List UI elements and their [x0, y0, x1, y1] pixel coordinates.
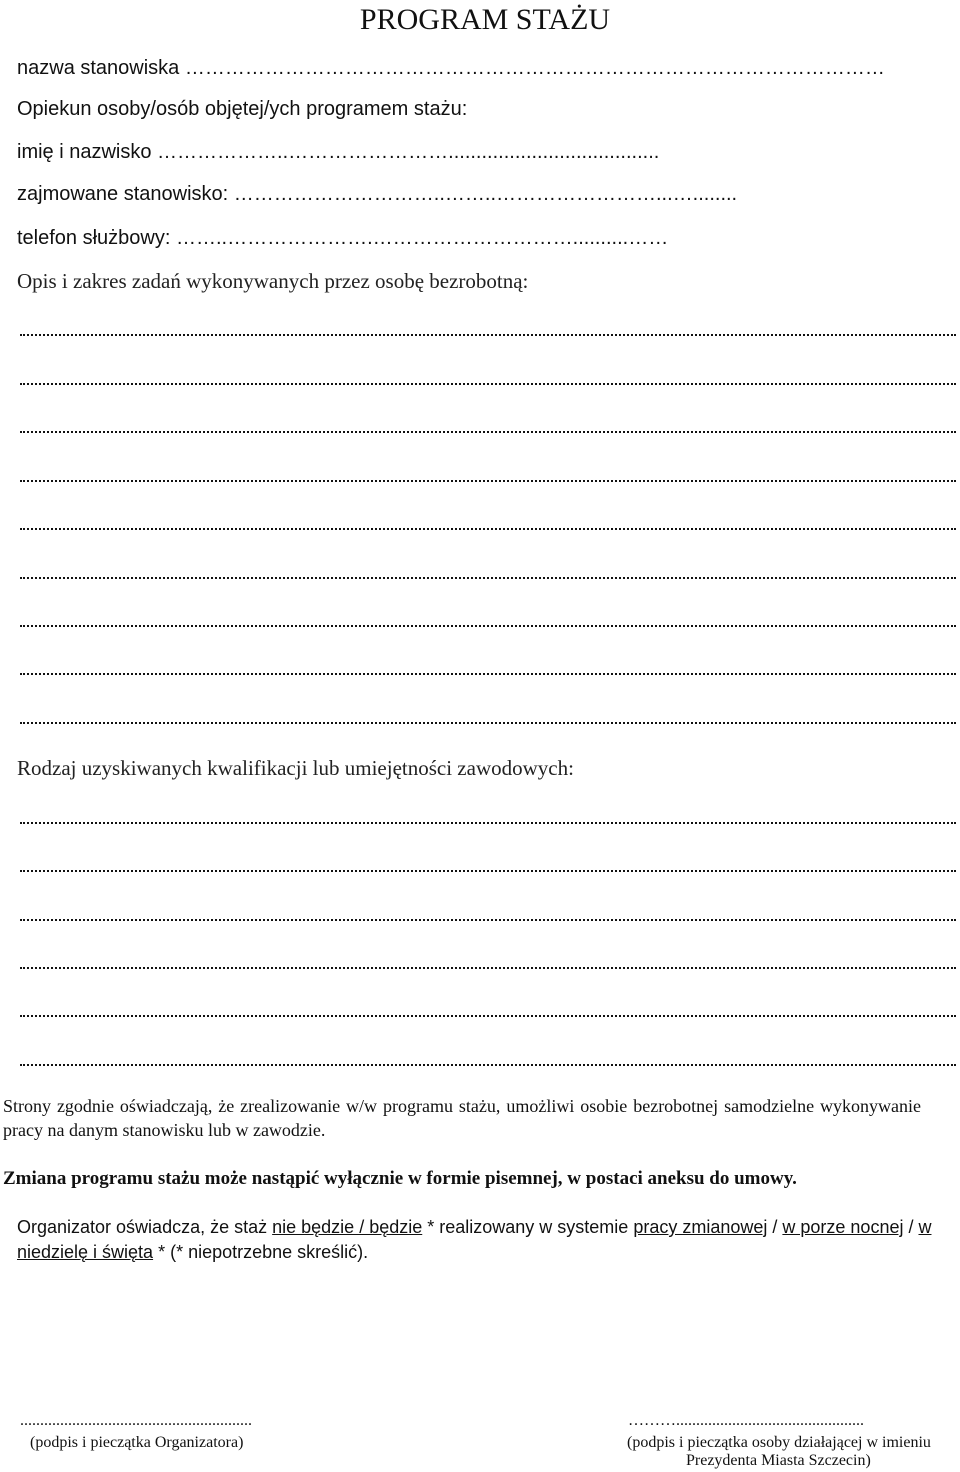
organizer-text: Organizator oświadcza, że staż [17, 1217, 273, 1237]
mayor-signature-dots: ………............................................... [628, 1412, 864, 1429]
amendment-note: Zmiana programu stażu może nastąpić wyłącznie w formie pisemnej, w postaci aneksu do umowy. [3, 1168, 797, 1189]
page-title: PROGRAM STAŻU [359, 3, 611, 36]
tasks-dotted-line [20, 617, 956, 627]
qualifications-dotted-line [20, 911, 956, 921]
organizer-declaration [17, 1215, 959, 1265]
organizer-text: * (* niepotrzebne skreślić). [153, 1242, 369, 1262]
option-night-time: w porze nocnej [782, 1217, 904, 1237]
tasks-header: Opis i zakres zadań wykonywanych przez osobę bezrobotną: [17, 269, 529, 293]
mayor-signature-caption: (podpis i pieczątka osoby działającej w imieniu [627, 1434, 931, 1451]
option-shift-work: pracy zmianowej [633, 1217, 768, 1237]
tasks-dotted-line [20, 326, 956, 336]
tasks-dotted-line [20, 375, 956, 385]
work-phone-field: telefon służbowy: ……..………………….…………………………..........…… [17, 227, 669, 249]
tasks-dotted-line [20, 423, 956, 433]
qualifications-dotted-line [20, 1056, 956, 1066]
parties-statement: Strony zgodnie oświadczają, że zrealizowanie w/w programu stażu, umożliwi osobie bezrobotnej samodzielne wykonywanie pracy na danym stanowisku lub w zawodzie. [3, 1096, 921, 1140]
tasks-dotted-line [20, 569, 956, 579]
organizer-text: * realizowany w systemie [422, 1217, 634, 1237]
organizer-separator: / [767, 1217, 783, 1237]
organizer-signature-caption: (podpis i pieczątka Organizatora) [30, 1434, 244, 1451]
tasks-dotted-line [20, 472, 956, 482]
qualifications-dotted-line [20, 1007, 956, 1017]
tasks-dotted-line [20, 714, 956, 724]
qualifications-dotted-line [20, 959, 956, 969]
supervisor-header: Opiekun osoby/osób objętej/ych programem stażu: [17, 98, 468, 120]
held-position-field: zajmowane stanowisko: …………………………..……..……………………...…........ [17, 183, 738, 205]
tasks-dotted-line [20, 520, 956, 530]
qualifications-dotted-line [20, 862, 956, 872]
qualifications-header: Rodzaj uzyskiwanych kwalifikacji lub umiejętności zawodowych: [17, 756, 574, 780]
name-surname-field: imię i nazwisko ………………..……………………...................................... [17, 141, 660, 163]
option-will-or-not: nie będzie / będzie [272, 1217, 423, 1237]
qualifications-dotted-line [20, 814, 956, 824]
organizer-separator: / [903, 1217, 919, 1237]
tasks-dotted-line [20, 665, 956, 675]
organizer-signature-dots: .......................................................... [20, 1412, 252, 1429]
option-sundays-holidays: w niedzielę i święta [17, 1217, 932, 1262]
position-name-field: nazwa stanowiska …………………………………………………………………………………………… [17, 57, 885, 79]
mayor-signature-caption-2: Prezydenta Miasta Szczecin) [686, 1452, 871, 1469]
